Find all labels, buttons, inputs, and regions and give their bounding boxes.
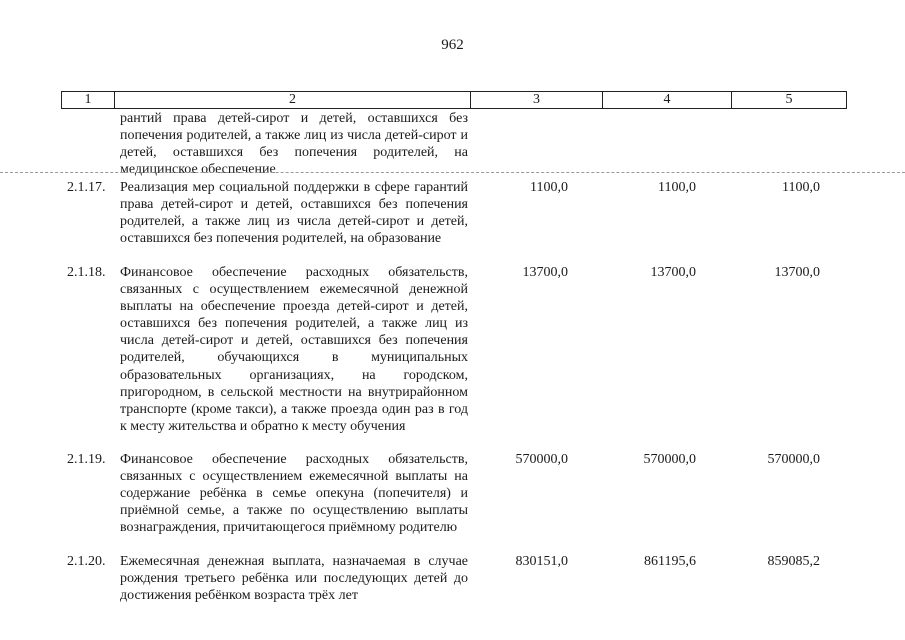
row-number: 2.1.18.: [67, 265, 106, 280]
row-description: рантий права детей-сирот и детей, оставшихся без попечения родителей, а также лиц из числа детей-сирот и детей, оставшихся без попечения родителей, на медицинское обеспечение: [120, 111, 468, 178]
page-divider: [0, 172, 905, 173]
row-value-col-5: 570000,0: [767, 452, 820, 467]
row-value-col-4: 861195,6: [644, 554, 696, 569]
row-description: Финансовое обеспечение расходных обязательств, связанных с осуществлением ежемесячной выплаты на содержание ребёнка в семье опекуна (попечителя) и приёмной семье, а также по осуществлению выплаты вознаграждения, причитающегося приёмному родителю: [120, 452, 468, 536]
row-value-col-3: 1100,0: [530, 180, 568, 195]
row-number: 2.1.19.: [67, 452, 106, 467]
row-number: 2.1.20.: [67, 554, 106, 569]
row-value-col-5: 1100,0: [782, 180, 820, 195]
row-description: Ежемесячная денежная выплата, назначаемая в случае рождения третьего ребёнка или последующих детей до достижения ребёнком возраста трёх лет: [120, 554, 468, 604]
row-number: 2.1.17.: [67, 180, 106, 195]
row-value-col-4: 13700,0: [650, 265, 696, 280]
header-col-4: 4: [603, 92, 732, 108]
row-value-col-5: 13700,0: [774, 265, 820, 280]
row-value-col-4: 1100,0: [658, 180, 696, 195]
header-col-5: 5: [785, 92, 793, 107]
row-value-col-4: 570000,0: [643, 452, 696, 467]
header-col-1: 1: [62, 92, 115, 108]
row-value-col-3: 830151,0: [515, 554, 568, 569]
row-value-col-5: 859085,2: [767, 554, 820, 569]
row-value-col-3: 570000,0: [515, 452, 568, 467]
row-description: Реализация мер социальной поддержки в сфере гарантий права детей-сирот и детей, оставшихся без попечения родителей, а также лиц из числа детей-сирот и детей, оставшихся без попечения родителей, на образование: [120, 180, 468, 247]
row-description: Финансовое обеспечение расходных обязательств, связанных с осуществлением ежемесячной денежной выплаты на обеспечение проезда детей-сирот и детей, оставшихся без попечения родителей, а также лиц из числа детей-сирот и детей, оставшихся без попечения родителей, обучающихся в муниципальных образовательных организациях, на городском, пригородном, в сельской местности на внутрирайонном транспорте (кроме такси), а также проезда один раз в год к месту жительства и обратно к месту обучения: [120, 265, 468, 434]
header-col-3: 3: [471, 92, 603, 108]
table-header: [61, 91, 847, 109]
row-value-col-3: 13700,0: [522, 265, 568, 280]
header-col-2: 2: [115, 92, 471, 108]
page-number: 962: [441, 37, 464, 53]
